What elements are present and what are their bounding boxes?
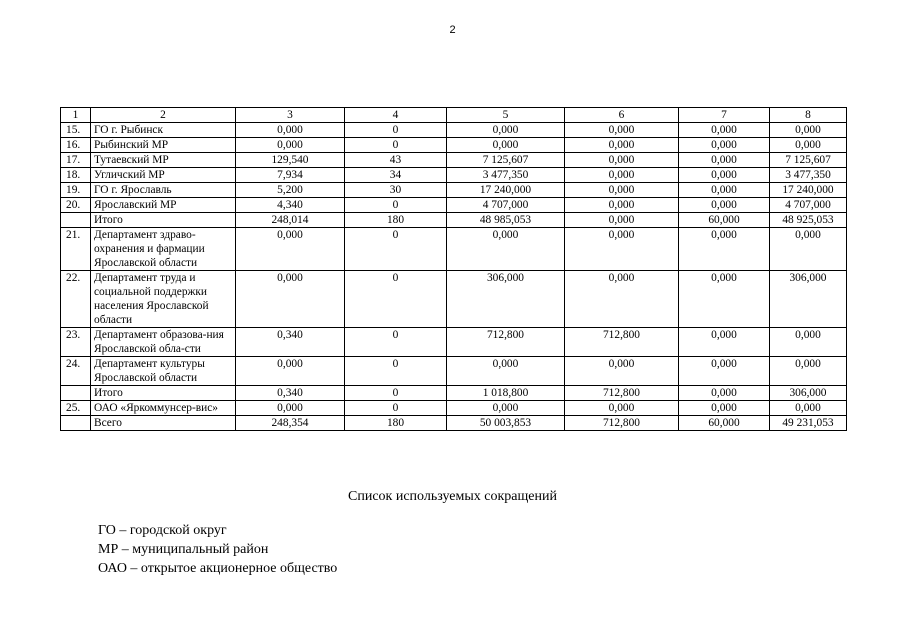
value-cell: 49 231,053	[770, 416, 847, 431]
value-cell: 60,000	[679, 416, 770, 431]
value-cell: 0,000	[679, 386, 770, 401]
value-cell: 0,000	[236, 401, 345, 416]
value-cell: 0	[345, 198, 447, 213]
value-cell: 0,000	[565, 138, 679, 153]
value-cell: 43	[345, 153, 447, 168]
value-cell: 0,000	[679, 183, 770, 198]
row-name-cell: Департамент труда и социальной поддержки населения Ярославской области	[91, 271, 236, 328]
value-cell: 0	[345, 138, 447, 153]
value-cell: 306,000	[770, 386, 847, 401]
value-cell: 1 018,800	[447, 386, 565, 401]
row-number-cell: 21.	[61, 228, 91, 271]
abbreviation-item: ГО – городской округ	[98, 523, 227, 538]
value-cell: 7,934	[236, 168, 345, 183]
value-cell: 306,000	[447, 271, 565, 328]
value-cell: 0,000	[770, 357, 847, 386]
value-cell: 0,000	[679, 168, 770, 183]
value-cell: 0	[345, 357, 447, 386]
data-table	[60, 107, 847, 431]
value-cell: 0,000	[447, 401, 565, 416]
value-cell: 0,000	[770, 401, 847, 416]
row-name-cell: Всего	[91, 416, 236, 431]
value-cell: 34	[345, 168, 447, 183]
value-cell: 0,340	[236, 386, 345, 401]
value-cell: 0	[345, 401, 447, 416]
table-row	[61, 168, 847, 183]
value-cell: 3 477,350	[447, 168, 565, 183]
value-cell: 50 003,853	[447, 416, 565, 431]
row-number-cell: 19.	[61, 183, 91, 198]
value-cell: 4 707,000	[770, 198, 847, 213]
value-cell: 0,000	[236, 123, 345, 138]
value-cell: 30	[345, 183, 447, 198]
header-cell: 7	[679, 108, 770, 123]
abbreviation-item: ОАО – открытое акционерное общество	[98, 561, 338, 576]
row-number-cell: 25.	[61, 401, 91, 416]
table-row	[61, 153, 847, 168]
table-row	[61, 416, 847, 431]
value-cell: 248,014	[236, 213, 345, 228]
value-cell: 0,000	[565, 168, 679, 183]
value-cell: 60,000	[679, 213, 770, 228]
value-cell: 0,000	[679, 401, 770, 416]
value-cell: 0,000	[447, 123, 565, 138]
header-cell: 5	[447, 108, 565, 123]
value-cell: 0,000	[565, 401, 679, 416]
row-number-cell: 16.	[61, 138, 91, 153]
header-cell: 4	[345, 108, 447, 123]
value-cell: 0,000	[770, 123, 847, 138]
table-row	[61, 198, 847, 213]
value-cell: 0,000	[679, 198, 770, 213]
value-cell: 0,000	[679, 138, 770, 153]
row-name-cell: Департамент образова-ния Ярославской обла-сти	[91, 328, 236, 357]
header-cell: 1	[61, 108, 91, 123]
value-cell: 5,200	[236, 183, 345, 198]
table-row	[61, 183, 847, 198]
value-cell: 0,000	[447, 228, 565, 271]
value-cell: 0,000	[447, 138, 565, 153]
table-row	[61, 123, 847, 138]
value-cell: 0,340	[236, 328, 345, 357]
value-cell: 17 240,000	[447, 183, 565, 198]
value-cell: 0,000	[565, 357, 679, 386]
header-cell: 2	[91, 108, 236, 123]
value-cell: 0,000	[236, 357, 345, 386]
value-cell: 180	[345, 213, 447, 228]
header-cell: 3	[236, 108, 345, 123]
value-cell: 0,000	[679, 328, 770, 357]
value-cell: 712,800	[565, 416, 679, 431]
value-cell: 712,800	[447, 328, 565, 357]
row-name-cell: ГО г. Рыбинск	[91, 123, 236, 138]
value-cell: 0,000	[770, 138, 847, 153]
row-number-cell: 18.	[61, 168, 91, 183]
row-number-cell: 20.	[61, 198, 91, 213]
table-row	[61, 328, 847, 357]
row-number-cell: 22.	[61, 271, 91, 328]
value-cell: 0,000	[679, 153, 770, 168]
page-number: 2	[449, 24, 456, 36]
value-cell: 712,800	[565, 328, 679, 357]
table-row	[61, 138, 847, 153]
value-cell: 248,354	[236, 416, 345, 431]
value-cell: 7 125,607	[770, 153, 847, 168]
table-row	[61, 228, 847, 271]
table-row	[61, 357, 847, 386]
row-name-cell: Рыбинский МР	[91, 138, 236, 153]
row-number-cell: 17.	[61, 153, 91, 168]
value-cell: 0,000	[679, 271, 770, 328]
abbreviation-item: МР – муниципальный район	[98, 542, 269, 557]
row-name-cell: Итого	[91, 213, 236, 228]
row-name-cell: Угличский МР	[91, 168, 236, 183]
table-row	[61, 386, 847, 401]
value-cell: 0,000	[565, 228, 679, 271]
row-name-cell: Ярославский МР	[91, 198, 236, 213]
row-number-cell: 23.	[61, 328, 91, 357]
value-cell: 0,000	[236, 271, 345, 328]
value-cell: 0,000	[236, 228, 345, 271]
value-cell: 4,340	[236, 198, 345, 213]
value-cell: 0,000	[679, 228, 770, 271]
row-number-cell	[61, 213, 91, 228]
value-cell: 7 125,607	[447, 153, 565, 168]
row-name-cell: Департамент культуры Ярославской области	[91, 357, 236, 386]
value-cell: 180	[345, 416, 447, 431]
value-cell: 129,540	[236, 153, 345, 168]
value-cell: 48 985,053	[447, 213, 565, 228]
row-number-cell	[61, 386, 91, 401]
row-number-cell: 15.	[61, 123, 91, 138]
value-cell: 0,000	[565, 183, 679, 198]
value-cell: 0	[345, 228, 447, 271]
value-cell: 0,000	[565, 123, 679, 138]
value-cell: 712,800	[565, 386, 679, 401]
value-cell: 3 477,350	[770, 168, 847, 183]
table-row	[61, 401, 847, 416]
header-cell: 8	[770, 108, 847, 123]
row-number-cell: 24.	[61, 357, 91, 386]
row-number-cell	[61, 416, 91, 431]
value-cell: 0	[345, 271, 447, 328]
value-cell: 0,000	[770, 228, 847, 271]
table-row	[61, 271, 847, 328]
abbreviations-list	[98, 521, 337, 578]
value-cell: 0,000	[565, 271, 679, 328]
value-cell: 0,000	[565, 213, 679, 228]
header-cell: 6	[565, 108, 679, 123]
row-name-cell: Тутаевский МР	[91, 153, 236, 168]
value-cell: 0,000	[565, 198, 679, 213]
row-name-cell: ОАО «Яркоммунсер-вис»	[91, 401, 236, 416]
value-cell: 0,000	[770, 328, 847, 357]
table-row	[61, 213, 847, 228]
row-name-cell: ГО г. Ярославль	[91, 183, 236, 198]
row-name-cell: Департамент здраво-охранения и фармации Ярославской области	[91, 228, 236, 271]
value-cell: 0,000	[565, 153, 679, 168]
value-cell: 0,000	[236, 138, 345, 153]
value-cell: 306,000	[770, 271, 847, 328]
abbreviations-title: Список используемых сокращений	[348, 489, 557, 504]
row-name-cell: Итого	[91, 386, 236, 401]
value-cell: 0	[345, 386, 447, 401]
value-cell: 0,000	[447, 357, 565, 386]
value-cell: 48 925,053	[770, 213, 847, 228]
value-cell: 17 240,000	[770, 183, 847, 198]
value-cell: 0	[345, 123, 447, 138]
value-cell: 4 707,000	[447, 198, 565, 213]
value-cell: 0,000	[679, 123, 770, 138]
table-header-row	[61, 108, 847, 123]
value-cell: 0,000	[679, 357, 770, 386]
table-body	[61, 108, 847, 431]
value-cell: 0	[345, 328, 447, 357]
